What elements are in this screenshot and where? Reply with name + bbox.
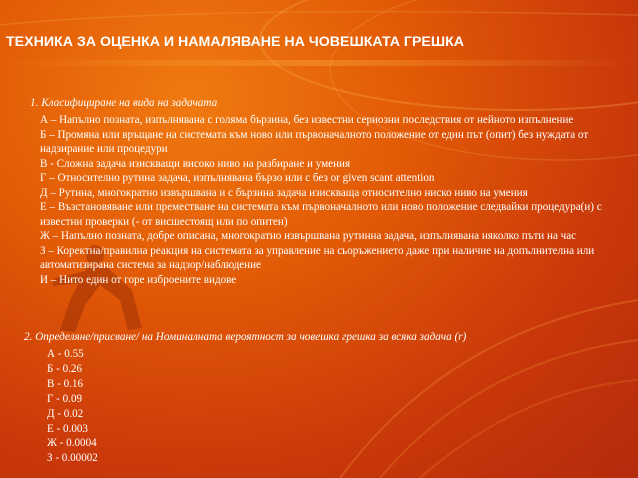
section-1-heading: 1. Класифициране на вида на задачата (30, 97, 218, 109)
task-type-list (40, 113, 632, 287)
list-item: В - Сложна задача изискващи високо ниво на разбиране и умения (40, 157, 351, 170)
list-item: Е - 0.003 (47, 422, 88, 435)
list-item: Д - 0.02 (47, 407, 84, 420)
section-2-heading: 2. Определяне/присване/ на Номиналната вероятност за човешка грешка за всяка задача (r) (24, 331, 467, 343)
slide-title: ТЕХНИКА ЗА ОЦЕНКА И НАМАЛЯВАНЕ НА ЧОВЕШКАТА ГРЕШКА (6, 34, 465, 50)
list-item: Ж – Напълно позната, добре описана, многократно извършвана рутинна задача, изпълнявана няколко пъти на час (40, 230, 577, 242)
list-item: Г - 0.09 (47, 392, 83, 405)
list-item: В - 0.16 (47, 377, 84, 390)
list-item: Д – Рутина, многократно извършвана и с бързина задача изискваща относително ниско ниво на умения (40, 186, 528, 199)
list-item: З – Коректна/правилна реакция на системата за управление на сьоръжението даже при наличие на допълнителна или автоматизирана система за надзор/наблюдение (40, 244, 595, 271)
list-item: А - 0.55 (47, 348, 84, 360)
list-item: З - 0.00002 (47, 452, 98, 465)
list-item: Б - 0.26 (47, 362, 83, 375)
list-item: Б – Промяна или връщане на системата към ново или първоначалното положение от един път (опит) без нуждата от надзирание или процедури (40, 128, 589, 155)
list-item: А – Напълно позната, изпълнявана с голяма бързина, без известни сериозни последствия от нейното изпълнение (40, 114, 574, 126)
list-item: Е – Възстановяване или преместване на системата към първоначалното или ново положение следвайки процедура(и) с известни проверки (- от висшестоящ или по опитен) (40, 201, 602, 228)
list-item: Ж - 0.0004 (47, 437, 97, 450)
probability-list (47, 347, 98, 466)
list-item: И – Нито един от горе изброените видове (40, 273, 237, 286)
list-item: Г – Относително рутина задача, изпълнявана бързо или с без or given scant attention (40, 172, 435, 184)
